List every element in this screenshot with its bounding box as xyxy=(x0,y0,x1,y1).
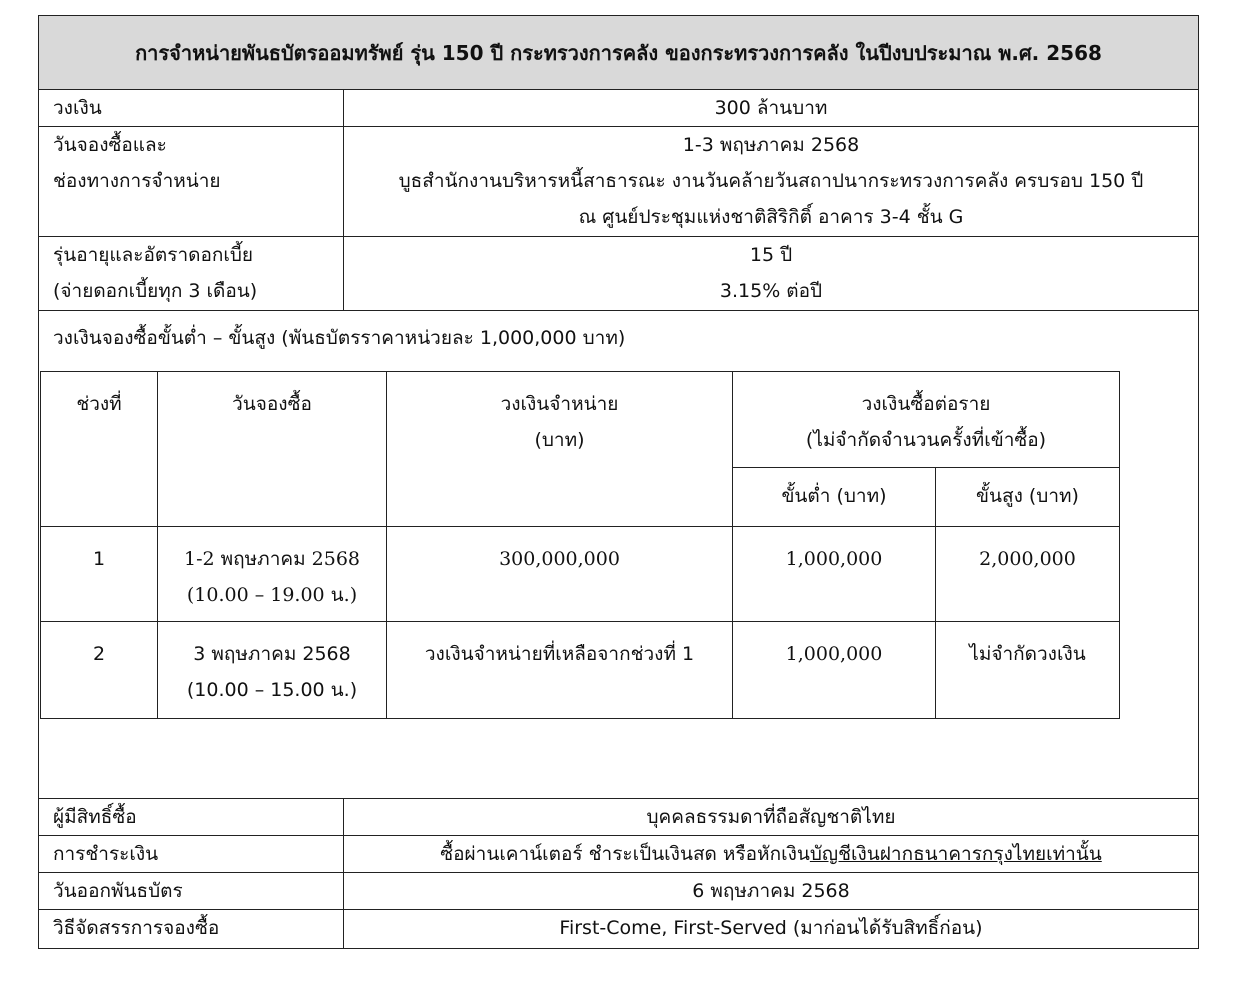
row1-date-line2: (10.00 – 19.00 น.) xyxy=(186,584,358,606)
row1-date xyxy=(158,527,387,622)
limits-table xyxy=(40,371,1120,719)
row1-period: 1 xyxy=(41,527,158,622)
issue-date-value: 6 พฤษภาคม 2568 xyxy=(692,880,850,902)
header-max: ขั้นสูง (บาท) xyxy=(936,468,1120,527)
booking-value xyxy=(344,127,1198,236)
row2-date-line1: 3 พฤษภาคม 2568 xyxy=(193,643,351,665)
booking-label xyxy=(39,127,344,236)
row2-quota: วงเงินจำหน่ายที่เหลือจากช่วงที่ 1 xyxy=(387,622,733,719)
issue-date-label: วันออกพันธบัตร xyxy=(39,873,344,909)
header-per-person xyxy=(733,372,1120,468)
booking-channel: บูธสำนักงานบริหารหนี้สาธารณะ งานวันคล้ายวันสถาปนากระทรวงการคลัง ครบรอบ 150 ปี xyxy=(398,170,1144,192)
term-years: 15 ปี xyxy=(749,244,793,266)
term-row xyxy=(39,237,1198,311)
term-rate: 3.15% ต่อปี xyxy=(719,280,823,302)
amount-label: วงเงิน xyxy=(39,90,344,126)
row1-date-line1: 1-2 พฤษภาคม 2568 xyxy=(183,548,360,570)
booking-date: 1-3 พฤษภาคม 2568 xyxy=(682,134,860,156)
row2-period: 2 xyxy=(41,622,158,719)
booking-label-line2: ช่องทางการจำหน่าย xyxy=(53,170,221,192)
header-period: ช่วงที่ xyxy=(41,372,158,527)
term-label-line2: (จ่ายดอกเบี้ยทุก 3 เดือน) xyxy=(53,280,258,302)
header-per-person-line2: (ไม่จำกัดจำนวนครั้งที่เข้าซื้อ) xyxy=(805,429,1047,451)
booking-label-line1: วันจองซื้อและ xyxy=(53,134,167,156)
term-value xyxy=(344,237,1198,310)
amount-value: 300 ล้านบาท xyxy=(714,97,828,119)
row1-max: 2,000,000 xyxy=(936,527,1120,622)
payment-value-plain: ซื้อผ่านเคาน์เตอร์ ชำระเป็นเงินสด หรือหักเงิน xyxy=(440,843,810,865)
header-quota-line1: วงเงินจำหน่าย xyxy=(500,393,619,415)
row1-quota: 300,000,000 xyxy=(387,527,733,622)
booking-row xyxy=(39,127,1198,237)
payment-row xyxy=(39,836,1198,873)
eligible-row xyxy=(39,799,1198,836)
row2-max: ไม่จำกัดวงเงิน xyxy=(936,622,1120,719)
page-title: การจำหน่ายพันธบัตรออมทรัพย์ รุ่น 150 ปี กระทรวงการคลัง ของกระทรวงการคลัง ในปีงบประมาณ พ.ศ. 2568 xyxy=(39,16,1198,90)
term-label xyxy=(39,237,344,310)
eligible-value: บุคคลธรรมดาที่ถือสัญชาติไทย xyxy=(646,806,896,828)
limits-title: วงเงินจองซื้อขั้นต่ำ – ขั้นสูง (พันธบัตรราคาหน่วยละ 1,000,000 บาท) xyxy=(53,327,626,349)
table-row xyxy=(41,622,1120,719)
row2-min: 1,000,000 xyxy=(733,622,936,719)
term-label-line1: รุ่นอายุและอัตราดอกเบี้ย xyxy=(53,244,254,266)
payment-value-underlined: บัญชีเงินฝากธนาคารกรุงไทยเท่านั้น xyxy=(809,843,1102,865)
table-row xyxy=(41,527,1120,622)
header-per-person-line1: วงเงินซื้อต่อราย xyxy=(861,393,991,415)
header-quota-line2: (บาท) xyxy=(534,429,585,451)
booking-venue: ณ ศูนย์ประชุมแห่งชาติสิริกิติ์ อาคาร 3-4 ชั้น G xyxy=(578,206,964,228)
header-quota xyxy=(387,372,733,527)
header-date: วันจองซื้อ xyxy=(158,372,387,527)
allocation-value: First-Come, First-Served (มาก่อนได้รับสิทธิ์ก่อน) xyxy=(559,917,983,939)
row2-date xyxy=(158,622,387,719)
amount-row xyxy=(39,90,1198,127)
allocation-label: วิธีจัดสรรการจองซื้อ xyxy=(39,910,344,948)
header-min: ขั้นต่ำ (บาท) xyxy=(733,468,936,527)
allocation-row xyxy=(39,910,1198,948)
eligible-label: ผู้มีสิทธิ์ซื้อ xyxy=(39,799,344,835)
payment-label: การชำระเงิน xyxy=(39,836,344,872)
issue-date-row xyxy=(39,873,1198,910)
row1-min: 1,000,000 xyxy=(733,527,936,622)
payment-value xyxy=(344,836,1198,872)
row2-date-line2: (10.00 – 15.00 น.) xyxy=(186,679,358,701)
